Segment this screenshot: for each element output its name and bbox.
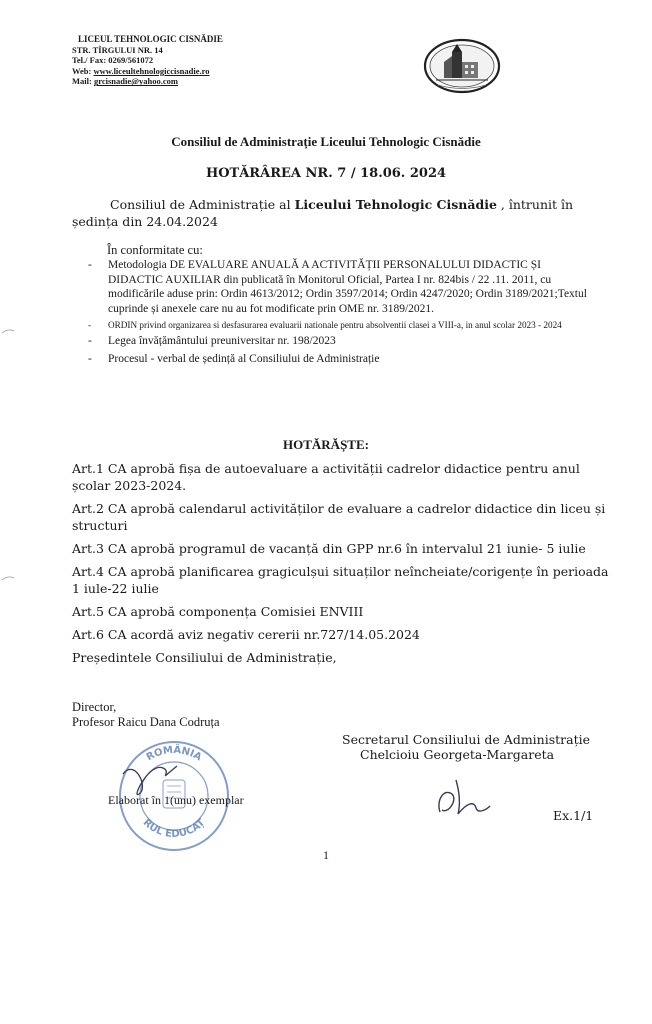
school-mail: Mail: grcisnadie@yahoo.com xyxy=(72,76,178,87)
copy-mark: Ex.1/1 xyxy=(553,808,594,823)
director-name: Profesor Raicu Dana Codruța xyxy=(72,715,220,729)
article-4: Art.4 CA aprobă planificarea gragiculșui situaților neîncheiate/corigențe în perioada 1 iule-22 iulie xyxy=(72,564,609,596)
school-street: STR. TÎRGULUI NR. 14 xyxy=(72,44,163,55)
margin-mark-icon xyxy=(2,328,14,334)
intro-paragraph: Consiliul de Administrație al Liceului Tehnologic Cisnădie , întrunit în ședința din 24.04.2024 xyxy=(72,197,574,229)
margin-mark-icon xyxy=(2,575,14,581)
school-name: LICEUL TEHNOLOGIC CISNĂDIE xyxy=(78,34,223,44)
articles-section xyxy=(72,460,612,672)
svg-text:RUL EDUCAȚ xyxy=(141,817,208,840)
list-item: - Legea învățământului preuniversitar nr. 198/2023 xyxy=(88,335,336,348)
article-6: Art.6 CA acordă aviz negativ cererii nr.727/14.05.2024 xyxy=(72,627,420,642)
letterhead xyxy=(72,34,223,87)
list-item: - Procesul - verbal de ședință al Consiliului de Administrație xyxy=(88,352,380,365)
director-label: Director, xyxy=(72,700,117,714)
secretary-title: Secretarul Consiliului de Administrație xyxy=(342,732,591,747)
secretary-signature-icon xyxy=(430,770,500,820)
secretary-block xyxy=(342,732,590,762)
article-2: Art.2 CA aprobă calendarul activităților de evaluare a cadrelor didactice din liceu și structuri xyxy=(72,501,606,533)
decision-title: HOTĂRÂREA NR. 7 / 18.06. 2024 xyxy=(205,166,447,181)
elaborated-note: Elaborat în 1(unu) exemplar xyxy=(108,793,244,807)
secretary-name: Chelcioiu Georgeta-Margareta xyxy=(360,747,555,762)
school-phone: Tel./ Fax: 0269/561072 xyxy=(72,55,154,66)
school-web: Web: www.liceultehnologiccisnadie.ro xyxy=(72,65,210,76)
article-5: Art.5 CA aprobă componența Comisiei ENVIII xyxy=(72,604,364,619)
stamp-top-text: ROMÂNIA xyxy=(144,744,204,764)
list-item: - ORDIN privind organizarea si desfasurarea evaluarii nationale pentru absolventii clasei a VIII-a, in anul scolar 2023 - 2024 xyxy=(88,320,562,331)
school-logo-icon xyxy=(422,38,502,94)
article-1: Art.1 CA aprobă fișa de autoevaluare a activității cadrelor didactice pentru anul școlar 2023-2024. xyxy=(72,461,580,493)
director-block xyxy=(72,700,220,730)
school-name-bold: Liceului Tehnologic Cisnădie xyxy=(294,197,497,212)
decides-heading: HOTĂRĂȘTE: xyxy=(283,437,369,452)
legal-basis-list xyxy=(88,258,598,370)
list-item: - Metodologia DE EVALUARE ANUALĂ A ACTIVITĂȚII PERSONALULUI DIDACTIC ȘI DIDACTIC AUXILIAR din publicată în Monitorul Oficial, Partea I nr. 824bis / 22 .11. 2011, cu modificările aduse prin: Ordin 4613/2012; Ordin 3597/2014; Ordin 4247/2020; Ordin 3189/2021;Textul cuprinde și anexele care nu au fot modificate prin OME nr. 3189/2021. xyxy=(88,259,587,315)
article-3: Art.3 CA aprobă programul de vacanță din GPP nr.6 în intervalul 21 iunie- 5 iulie xyxy=(72,541,586,556)
stamp-bottom-text: RUL EDUCAȚ xyxy=(140,817,208,841)
president-line: Președintele Consiliului de Administrație, xyxy=(72,650,337,665)
web-link[interactable]: www.liceultehnologiccisnadie.ro xyxy=(93,65,210,76)
page-number: 1 xyxy=(323,848,329,862)
council-title: Consiliul de Administrație Liceului Tehnologic Cisnădie xyxy=(171,134,481,149)
conformity-label: În conformitate cu: xyxy=(107,243,203,257)
mail-link[interactable]: grcisnadie@yahoo.com xyxy=(93,76,178,87)
